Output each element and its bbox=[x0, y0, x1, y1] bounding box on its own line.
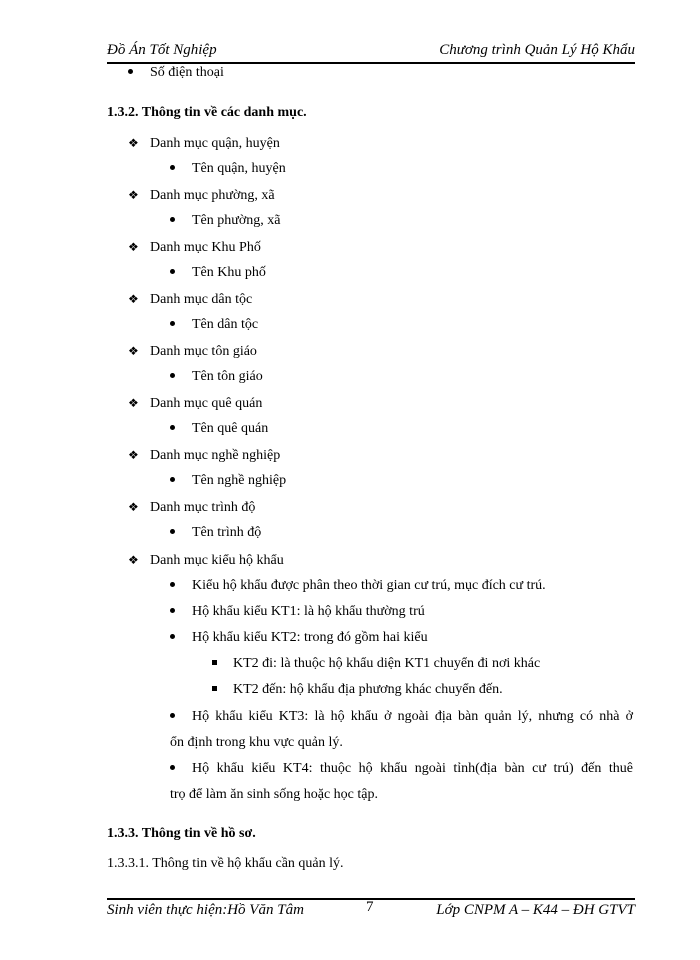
diamond-bullet-icon: ❖ bbox=[128, 500, 139, 514]
bullet-icon bbox=[170, 217, 175, 222]
list-item bbox=[170, 708, 633, 726]
list-item-text: Hộ khẩu kiểu KT4: thuộc hộ khẩu ngoài tỉnh(địa bàn cư trú) đến thuê bbox=[192, 761, 633, 776]
sub-list-item bbox=[212, 655, 540, 673]
category-title: Danh mục Khu Phố bbox=[150, 240, 261, 255]
category-item bbox=[128, 238, 261, 257]
list-item-text: Tên tôn giáo bbox=[192, 369, 263, 384]
diamond-bullet-icon: ❖ bbox=[128, 240, 139, 254]
header-right: Chương trình Quản Lý Hộ Khẩu bbox=[439, 42, 635, 58]
category-title: Danh mục tôn giáo bbox=[150, 344, 257, 359]
list-item-text: Hộ khẩu kiểu KT2: trong đó gồm hai kiểu bbox=[192, 630, 428, 645]
list-item-text: KT2 đến: hộ khẩu địa phương khác chuyển đến. bbox=[233, 682, 503, 697]
list-item bbox=[170, 212, 280, 230]
category-title: Danh mục quận, huyện bbox=[150, 136, 280, 151]
sub-list-item bbox=[212, 681, 503, 699]
list-item bbox=[170, 316, 258, 334]
page-number: 7 bbox=[366, 899, 374, 915]
list-item-text: Số điện thoại bbox=[150, 65, 224, 80]
category-item bbox=[128, 342, 257, 361]
diamond-bullet-icon: ❖ bbox=[128, 292, 139, 306]
bullet-icon bbox=[170, 634, 175, 639]
category-item bbox=[128, 498, 255, 517]
list-item bbox=[170, 420, 268, 438]
category-item bbox=[128, 186, 275, 205]
list-item-continuation: ổn định trong khu vực quản lý. bbox=[170, 735, 343, 750]
category-title: Danh mục phường, xã bbox=[150, 188, 275, 203]
list-item-text: Tên phường, xã bbox=[192, 213, 281, 228]
bullet-icon bbox=[170, 713, 175, 718]
diamond-bullet-icon: ❖ bbox=[128, 136, 139, 150]
subsection-heading-1331: 1.3.3.1. Thông tin về hộ khẩu cần quản lý. bbox=[107, 856, 344, 871]
category-item bbox=[128, 134, 280, 153]
header-left: Đồ Án Tốt Nghiệp bbox=[107, 42, 217, 58]
diamond-bullet-icon: ❖ bbox=[128, 448, 139, 462]
category-title: Danh mục quê quán bbox=[150, 396, 263, 411]
list-item-text: Tên quận, huyện bbox=[192, 161, 286, 176]
list-item-text: Tên trình độ bbox=[192, 525, 262, 540]
bullet-icon bbox=[170, 321, 175, 326]
category-item bbox=[128, 394, 262, 413]
list-item bbox=[170, 603, 425, 621]
list-item bbox=[170, 524, 261, 542]
square-bullet-icon bbox=[212, 686, 217, 691]
diamond-bullet-icon: ❖ bbox=[128, 396, 139, 410]
section-heading-132: 1.3.2. Thông tin về các danh mục. bbox=[107, 105, 307, 120]
list-item-text: Tên Khu phố bbox=[192, 265, 266, 280]
category-title: Danh mục trình độ bbox=[150, 500, 256, 515]
category-item bbox=[128, 290, 252, 309]
list-item bbox=[170, 160, 286, 178]
category-item bbox=[128, 446, 280, 465]
section-heading-133: 1.3.3. Thông tin về hồ sơ. bbox=[107, 826, 256, 841]
footer-left: Sinh viên thực hiện:Hồ Văn Tâm bbox=[107, 902, 304, 918]
bullet-icon bbox=[128, 69, 133, 74]
category-title: Danh mục dân tộc bbox=[150, 292, 253, 307]
bullet-icon bbox=[170, 477, 175, 482]
bullet-icon bbox=[170, 765, 175, 770]
diamond-bullet-icon: ❖ bbox=[128, 553, 139, 567]
list-item-text: Tên dân tộc bbox=[192, 317, 259, 332]
list-item-text: KT2 đi: là thuộc hộ khẩu diện KT1 chuyển đi nơi khác bbox=[233, 656, 541, 671]
diamond-bullet-icon: ❖ bbox=[128, 188, 139, 202]
list-item bbox=[170, 760, 633, 778]
bullet-icon bbox=[170, 582, 175, 587]
list-item bbox=[170, 629, 428, 647]
list-item-text: Tên nghề nghiệp bbox=[192, 473, 287, 488]
bullet-icon bbox=[170, 373, 175, 378]
list-item-text: Tên quê quán bbox=[192, 421, 269, 436]
bullet-icon bbox=[170, 425, 175, 430]
list-item bbox=[170, 472, 286, 490]
bullet-icon bbox=[170, 529, 175, 534]
diamond-bullet-icon: ❖ bbox=[128, 344, 139, 358]
list-item-text: Kiểu hộ khẩu được phân theo thời gian cư trú, mục đích cư trú. bbox=[192, 578, 546, 593]
list-item bbox=[170, 368, 263, 386]
list-item-text: Hộ khẩu kiểu KT1: là hộ khẩu thường trú bbox=[192, 604, 425, 619]
bullet-icon bbox=[170, 269, 175, 274]
list-item-text: Hộ khẩu kiểu KT3: là hộ khẩu ở ngoài địa bàn quản lý, nhưng có nhà ở bbox=[192, 709, 633, 724]
bullet-icon bbox=[170, 608, 175, 613]
square-bullet-icon bbox=[212, 660, 217, 665]
list-item bbox=[170, 264, 266, 282]
category-title: Danh mục kiểu hộ khẩu bbox=[150, 553, 284, 568]
category-title: Danh mục nghề nghiệp bbox=[150, 448, 281, 463]
footer-right: Lớp CNPM A – K44 – ĐH GTVT bbox=[436, 902, 635, 918]
list-item bbox=[128, 64, 224, 82]
list-item-continuation: trọ để làm ăn sinh sống hoặc học tập. bbox=[170, 787, 379, 802]
category-item bbox=[128, 551, 284, 570]
list-item bbox=[170, 577, 546, 595]
bullet-icon bbox=[170, 165, 175, 170]
